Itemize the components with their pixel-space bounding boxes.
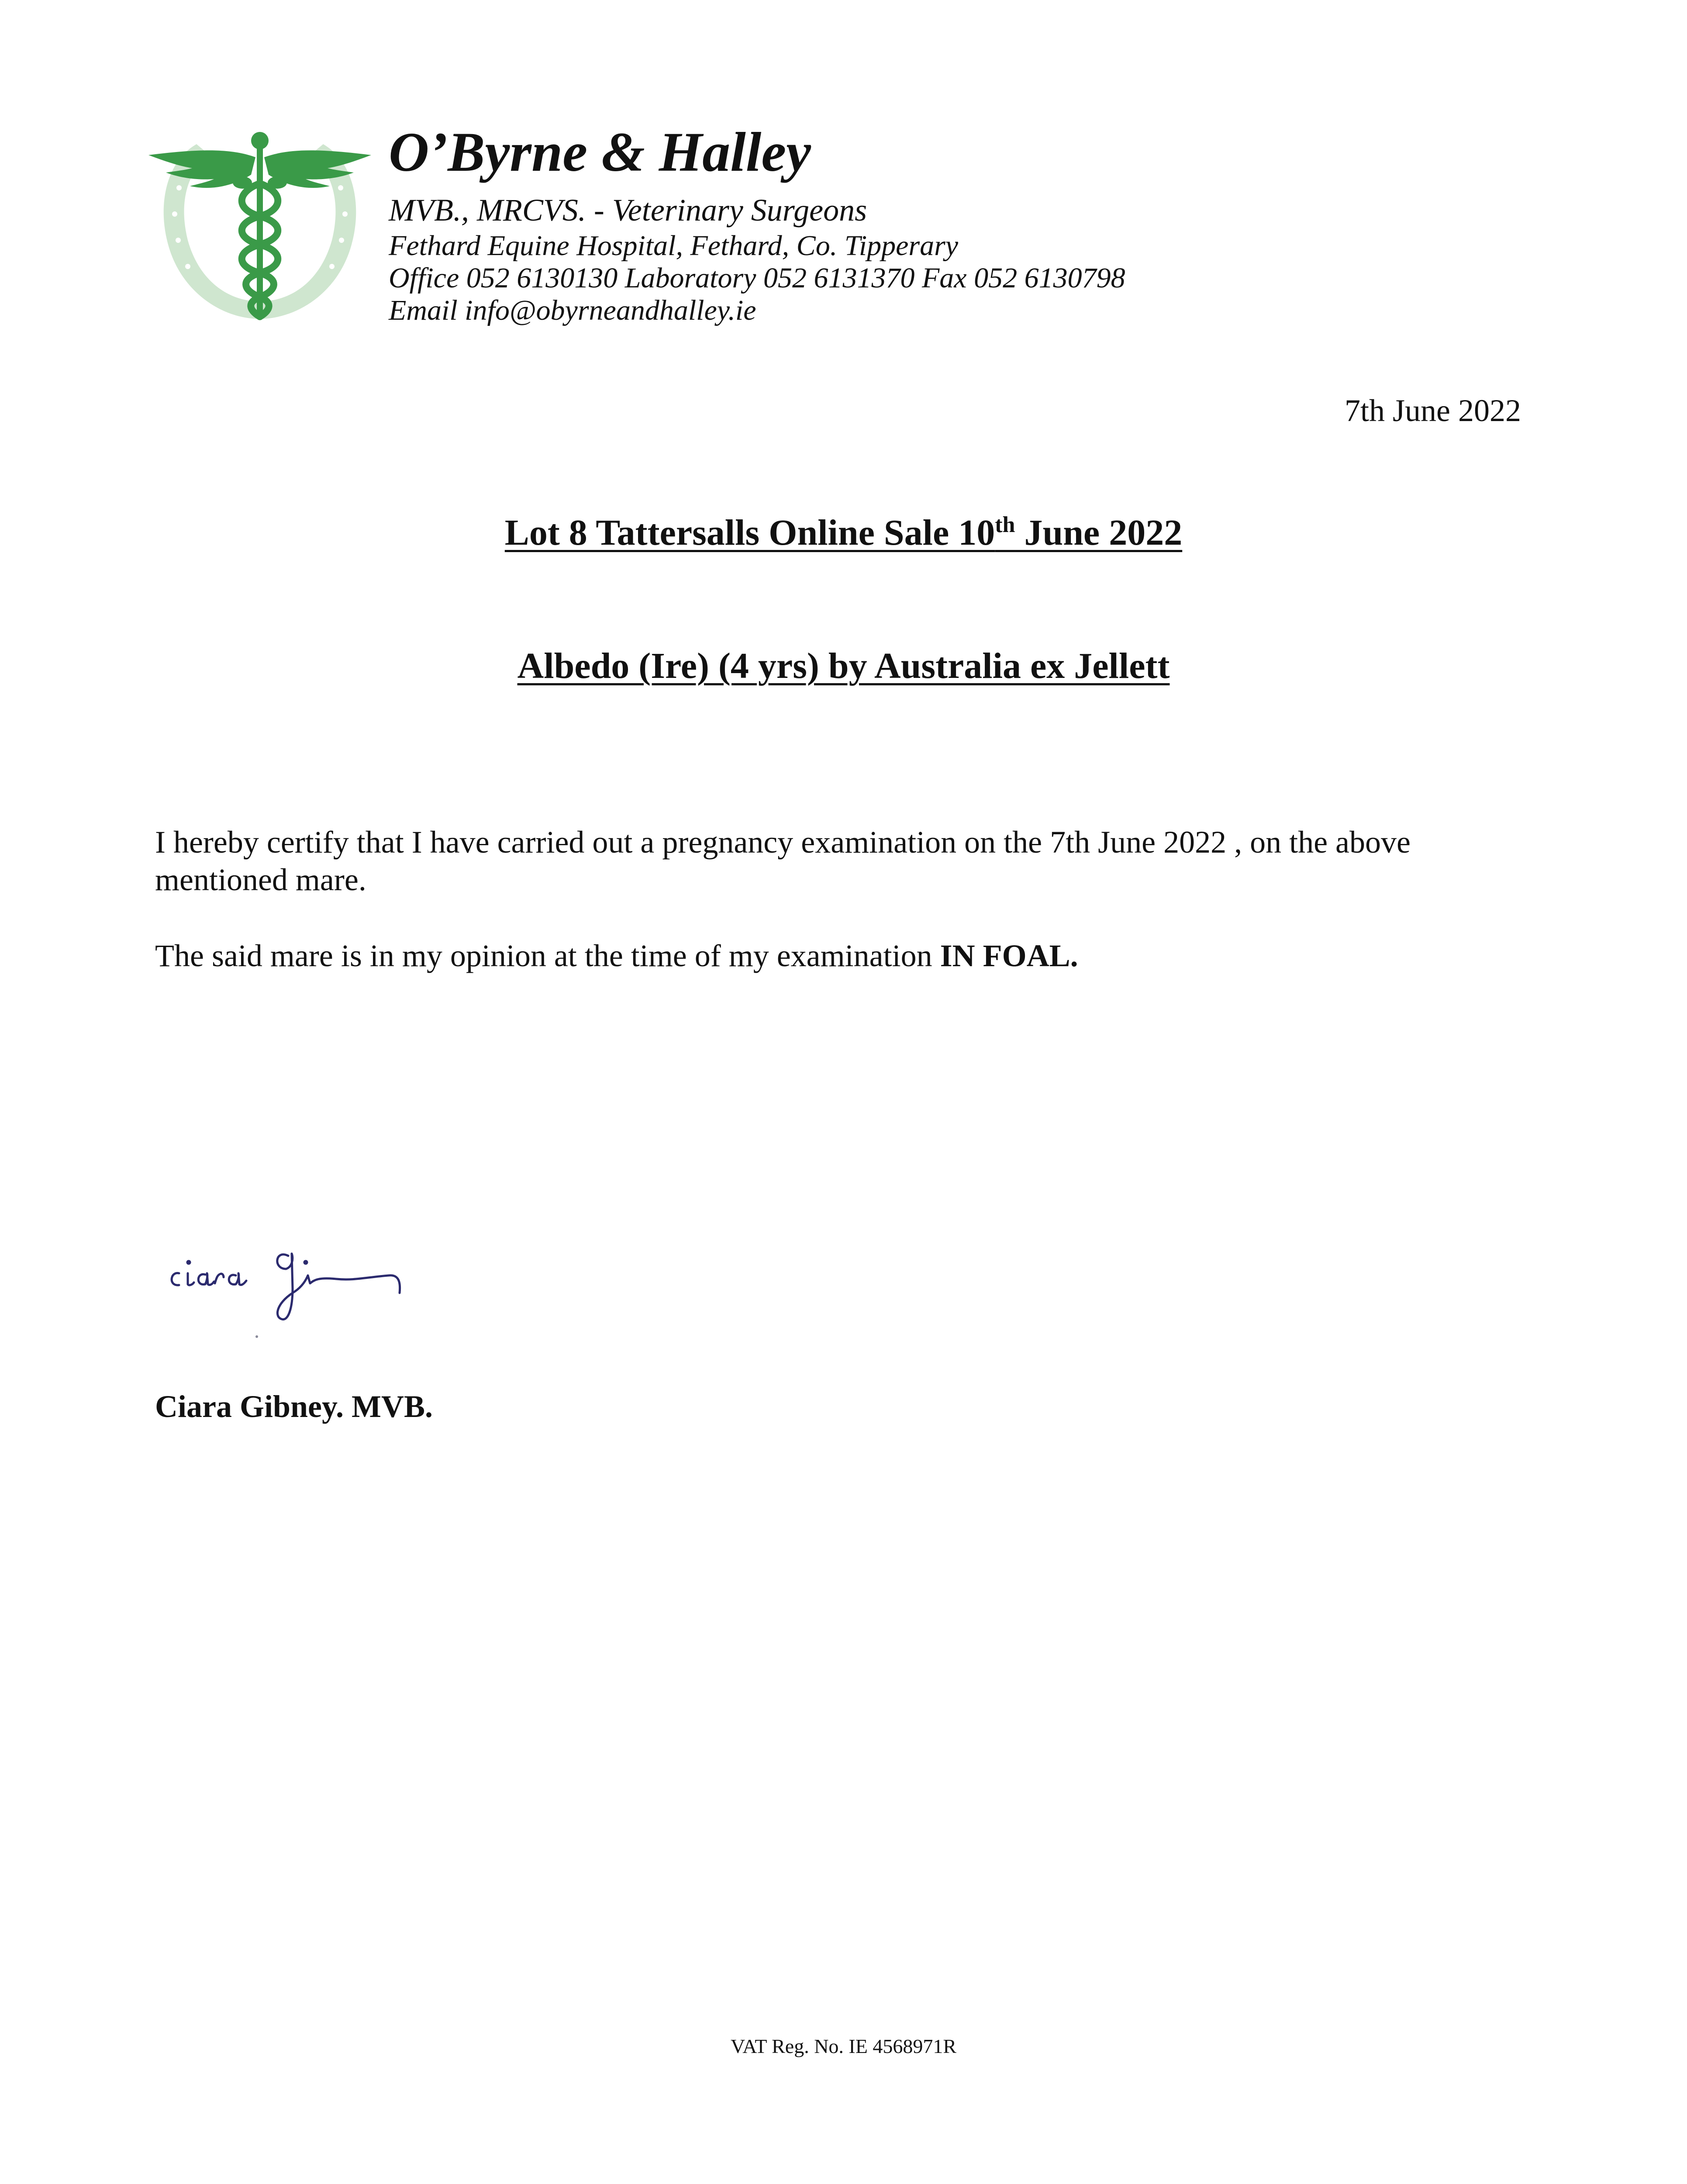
firm-email: Email info@obyrneandhalley.ie — [389, 294, 756, 326]
certification-paragraph: I hereby certify that I have carried out a pregnancy examination on the 7th June 2022 , on the above mentioned mare. — [155, 825, 1411, 897]
lot-heading-suffix: June 2022 — [1015, 512, 1183, 553]
handwritten-signature — [162, 1232, 432, 1350]
lot-heading-superscript: th — [995, 512, 1015, 537]
firm-phones: Office 052 6130130 Laboratory 052 6131370 Fax 052 6130798 — [389, 262, 1125, 294]
horse-heading — [0, 644, 1687, 688]
horse-heading-text: Albedo (Ire) (4 yrs) by Australia ex Jellett — [517, 646, 1170, 686]
signer-name: Ciara Gibney. MVB. — [155, 1389, 433, 1424]
in-foal-status: IN FOAL. — [940, 938, 1078, 973]
firm-name: O’Byrne & Halley — [389, 121, 811, 183]
opinion-text: The said mare is in my opinion at the time of my examination — [155, 938, 940, 973]
opinion-paragraph — [155, 937, 1531, 975]
firm-subtitle: MVB., MRCVS. - Veterinary Surgeons — [389, 193, 867, 228]
caduceus-horseshoe-logo-icon — [148, 131, 371, 332]
vat-number: VAT Reg. No. IE 4568971R — [730, 2035, 957, 2057]
lot-heading — [0, 511, 1687, 555]
firm-address: Fethard Equine Hospital, Fethard, Co. Tipperary — [389, 230, 959, 262]
letterhead — [389, 117, 1125, 327]
lot-heading-prefix: Lot 8 Tattersalls Online Sale 10 — [504, 512, 995, 553]
letter-date: 7th June 2022 — [1345, 393, 1521, 428]
